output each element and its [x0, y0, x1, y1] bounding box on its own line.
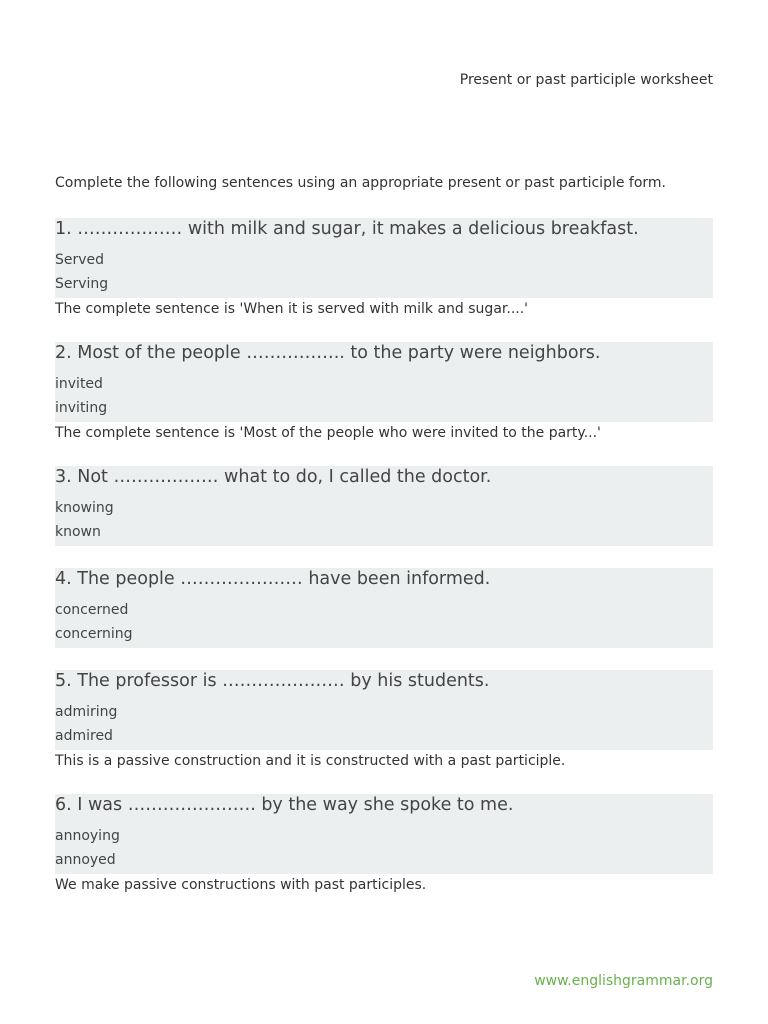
question-6 [55, 794, 713, 896]
option-2: admired [55, 728, 113, 744]
explanation-text: This is a passive construction and it is constructed with a past participle. [55, 753, 566, 769]
question-text: 6. I was …………………. by the way she spoke to me. [55, 795, 514, 815]
question-text: 3. Not ……………… what to do, I called the doctor. [55, 467, 492, 487]
option-2: inviting [55, 400, 108, 416]
question-4 [55, 568, 713, 648]
question-text: 5. The professor is ………………… by his students. [55, 671, 490, 691]
option-1: concerned [55, 602, 129, 618]
question-box [55, 342, 713, 422]
option-1: admiring [55, 704, 118, 720]
question-box [55, 794, 713, 874]
option-1: invited [55, 376, 103, 392]
site-link[interactable]: www.englishgrammar.org [534, 973, 713, 989]
question-5 [55, 670, 713, 772]
question-3 [55, 466, 713, 546]
option-1: annoying [55, 828, 120, 844]
explanation-text: The complete sentence is 'When it is served with milk and sugar....' [55, 301, 529, 317]
option-1: Served [55, 252, 105, 268]
question-box [55, 466, 713, 546]
explanation-text: The complete sentence is 'Most of the people who were invited to the party...' [55, 425, 601, 441]
explanation-text: We make passive constructions with past participles. [55, 877, 427, 893]
question-box [55, 568, 713, 648]
instructions-text: Complete the following sentences using an appropriate present or past participle form. [55, 175, 667, 191]
worksheet-title: Present or past participle worksheet [459, 72, 713, 88]
question-list [55, 218, 713, 918]
question-2 [55, 342, 713, 444]
option-2: Serving [55, 276, 109, 292]
option-1: knowing [55, 500, 114, 516]
option-2: annoyed [55, 852, 116, 868]
question-text: 2. Most of the people …………….. to the party were neighbors. [55, 343, 601, 363]
question-box [55, 218, 713, 298]
option-2: concerning [55, 626, 133, 642]
option-2: known [55, 524, 101, 540]
question-1 [55, 218, 713, 320]
question-box [55, 670, 713, 750]
question-text: 4. The people ………………… have been informed. [55, 569, 491, 589]
question-text: 1. ……………… with milk and sugar, it makes a delicious breakfast. [55, 219, 639, 239]
